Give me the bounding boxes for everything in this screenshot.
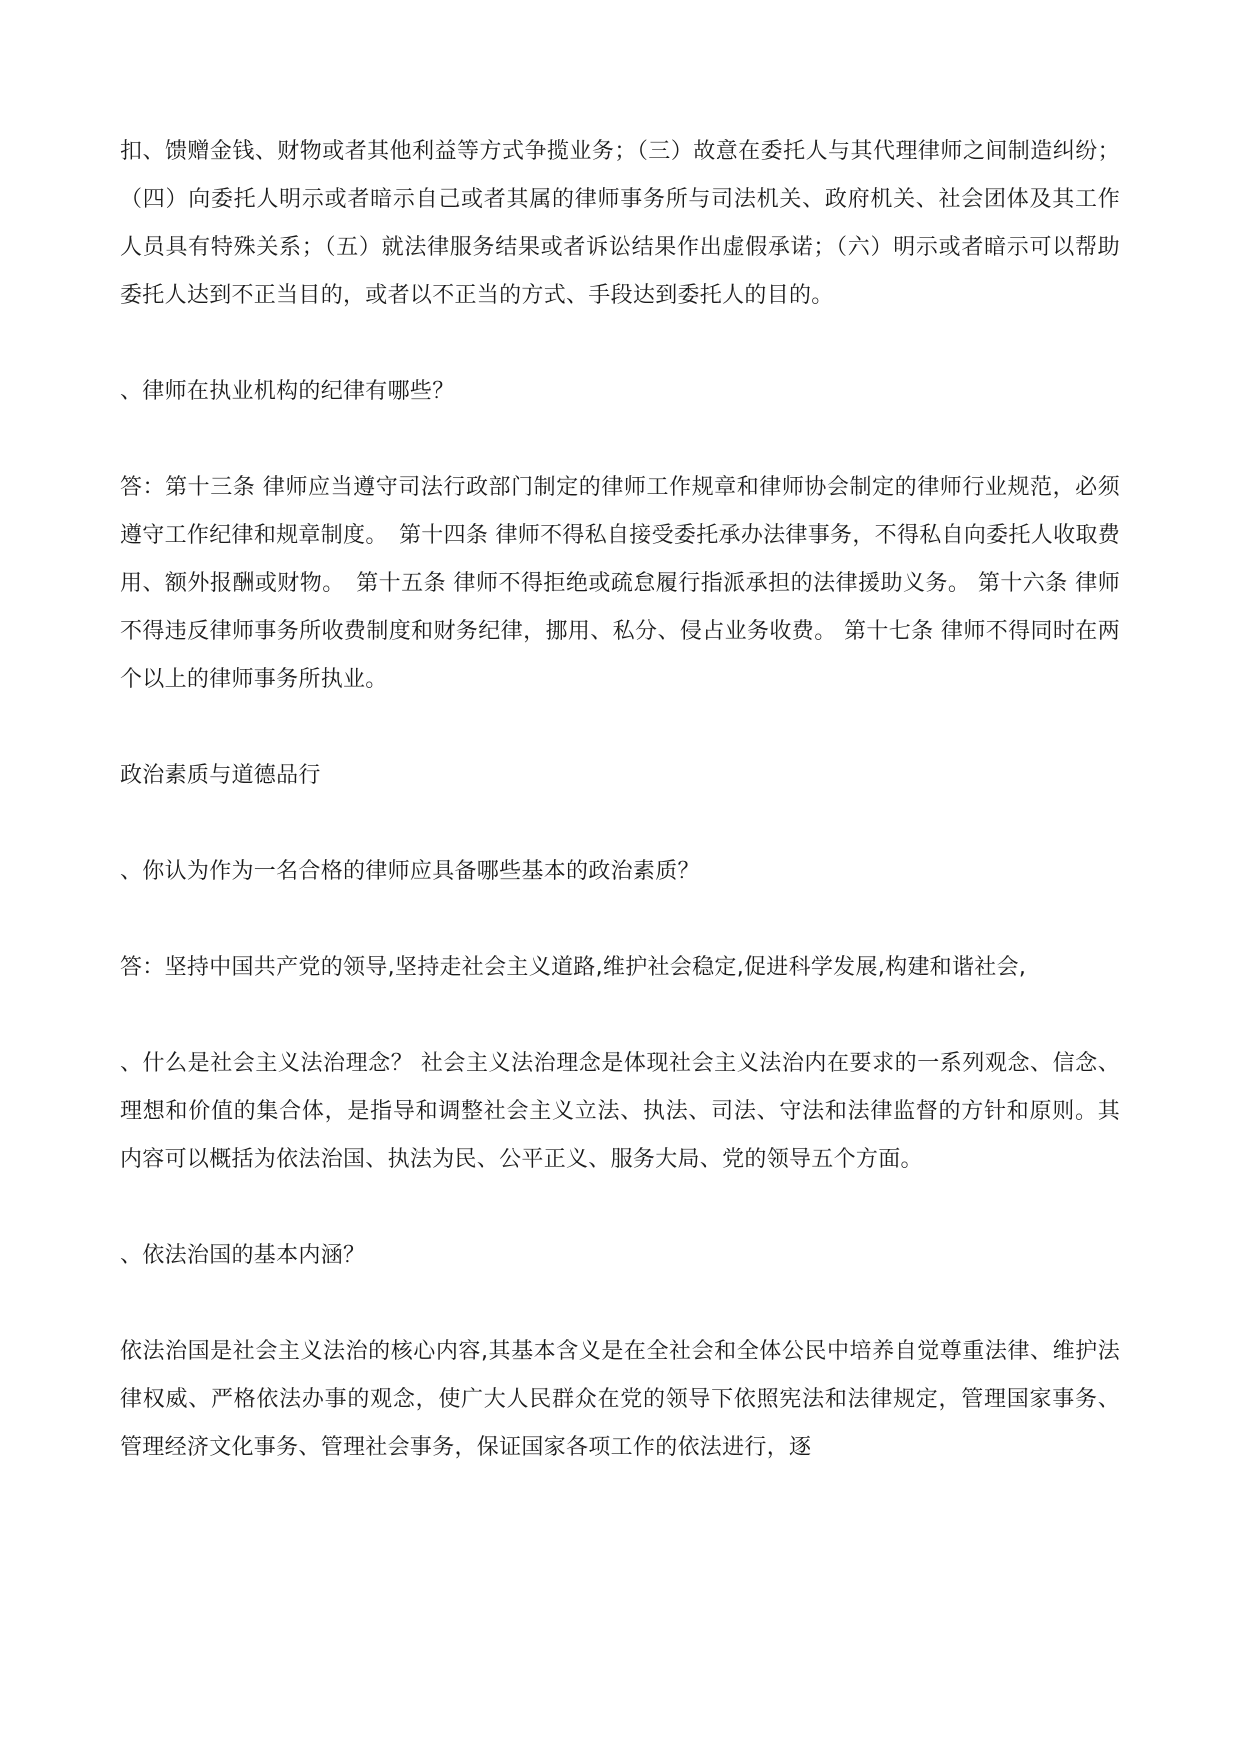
- paragraph-prohibited-solicitation: 扣、馈赠金钱、财物或者其他利益等方式争揽业务；（三）故意在委托人与其代理律师之间制造纠纷；（四）向委托人明示或者暗示自己或者其属的律师事务所与司法机关、政府机关、社会团体及其工作人员具有特殊关系；（五）就法律服务结果或者诉讼结果作出虚假承诺；（六）明示或者暗示可以帮助委托人达到不正当目的，或者以不正当的方式、手段达到委托人的目的。: [120, 139, 1120, 308]
- answer-political-quality: 答：坚持中国共产党的领导,坚持走社会主义道路,维护社会稳定,促进科学发展,构建和谐社会,: [120, 955, 1027, 980]
- question-political-quality: 、你认为作为一名合格的律师应具备哪些基本的政治素质？: [120, 859, 700, 884]
- question-discipline-in-firm: 、律师在执业机构的纪律有哪些？: [120, 379, 455, 404]
- question-socialist-rule-of-law: 、什么是社会主义法治理念？ 社会主义法治理念是体现社会主义法治内在要求的一系列观念、信念、理想和价值的集合体，是指导和调整社会主义立法、执法、司法、守法和法律监督的方针和原则。其内容可以概括为依法治国、执法为民、公平正义、服务大局、党的领导五个方面。: [120, 1051, 1120, 1172]
- answer-discipline-in-firm: 答：第十三条 律师应当遵守司法行政部门制定的律师工作规章和律师协会制定的律师行业规范，必须遵守工作纪律和规章制度。 第十四条 律师不得私自接受委托承办法律事务，不得私自向委托人收取费用、额外报酬或财物。 第十五条 律师不得拒绝或疏怠履行指派承担的法律援助义务。 第十六条 律师不得违反律师事务所收费制度和财务纪律，挪用、私分、侵占业务收费。 第十七条 律师不得同时在两个以上的律师事务所执业。: [120, 475, 1120, 692]
- document-body: [120, 128, 1120, 1472]
- question-rule-by-law-meaning: 、依法治国的基本内涵？: [120, 1243, 366, 1268]
- answer-rule-by-law-meaning: 依法治国是社会主义法治的核心内容,其基本含义是在全社会和全体公民中培养自觉尊重法律、维护法律权威、严格依法办事的观念，使广大人民群众在党的领导下依照宪法和法律规定，管理国家事务、管理经济文化事务、管理社会事务，保证国家各项工作的依法进行，逐: [120, 1339, 1120, 1460]
- section-heading-political-quality: 政治素质与道德品行: [120, 763, 321, 788]
